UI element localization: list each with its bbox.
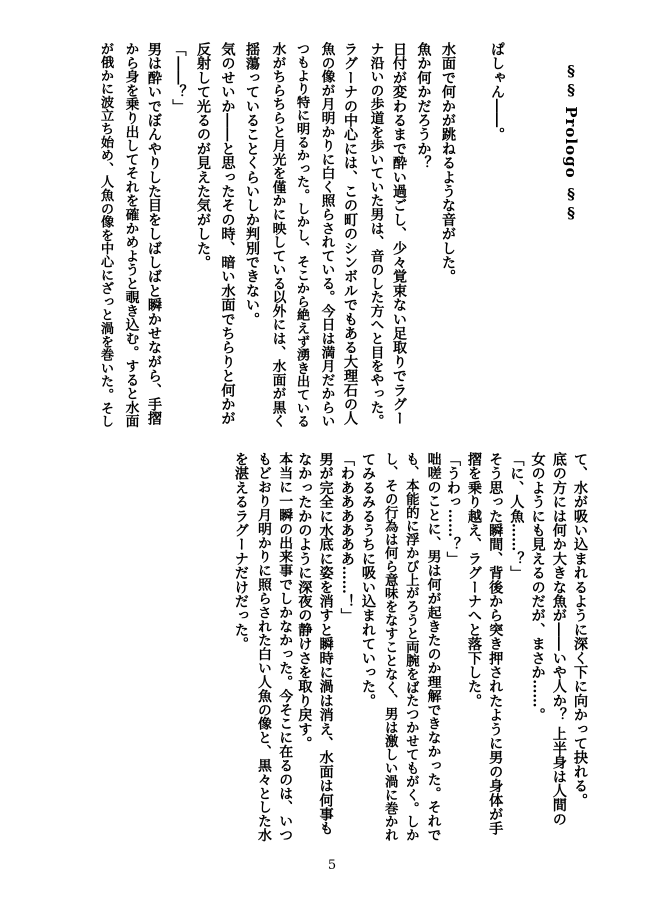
text-column: 男が完全に水底に姿を消すと瞬時に渦は消え、水面は何事も [317, 452, 334, 836]
text-column: 「うわっ……？」 [444, 452, 461, 566]
text-column: つもより特に明るかった。しかし、そこから絶えず湧き出ている [294, 42, 309, 428]
text-column: 「に、人魚……？」 [508, 452, 525, 580]
text-column: 反射して光るのが見えた気がした。 [195, 42, 211, 270]
text-column: から身を乗り出してそれを確かめようと覗き込む。すると水面 [122, 42, 139, 428]
text-column: なかったかのように深夜の静けさを取り戻す。 [296, 452, 313, 751]
text-column: も、本能的に浮かび上がろうと両腕をばたつかせてもがく。しか [403, 452, 420, 842]
text-column: もどおり月明かりに照らされた白い人魚の像と、黒々とした水 [255, 452, 271, 842]
text-column: 揺蕩っていることくらいしか判別できない。 [244, 42, 260, 326]
text-column: 「――？」 [170, 42, 187, 113]
text-column: 本当に一瞬の出来事でしかなかった。今そこに在るのは、いつ [276, 452, 293, 842]
text-column: 水面で何かが跳ねるような音がした。 [440, 42, 456, 284]
text-column: 気のせいか――と思ったその時、暗い水面でちらりと何かが [219, 42, 236, 426]
page-number: 5 [327, 858, 337, 873]
text-column: し、その行為は何ら意味をなすことなく、男は激しい渦に巻かれ [382, 452, 399, 842]
text-column: 魚の像が月明かりに白く照らされている。今日は満月だからい [318, 42, 335, 428]
text-column: 水がちらちらと月光を僅かに映している以外には、水面が黒く [269, 42, 286, 428]
text-column: ラグーナの中心には、この町のシンボルでもある大理石の人 [342, 42, 358, 426]
text-column: て、水が吸い込まれるように深く下に向かって抉れる。 [572, 452, 588, 807]
chapter-title: §§ Prologo §§ [562, 62, 580, 223]
text-column: ぱしゃん――。 [489, 42, 505, 142]
text-column: を湛えるラグーナだけだった。 [232, 452, 249, 651]
text-column: ナ沿いの歩道を歩いていた男は、音のした方へと目をやった。 [367, 42, 384, 428]
text-column: 底の方には何か大きな魚が――いや人か？ 上半身は人間の [550, 452, 567, 827]
text-column: 摺を乗り越え、ラグーナへと落下した。 [466, 452, 482, 708]
text-column: 咄嗟のことに、男は何が起きたのか理解できなかった。それで [424, 452, 441, 842]
text-column: 男は酔いでぼんやりした目をしばしばと瞬かせながら、手摺 [146, 42, 162, 426]
text-column: が俄かに波立ち始め、人魚の像を中心にざっと渦を巻いた。そし [98, 42, 113, 428]
text-column: 魚か何かだろうか？ [415, 42, 432, 170]
text-column: そう思った瞬間、背後から突き押されたように男の身体が手 [487, 452, 504, 836]
text-column: てみるみるうちに吸い込まれていった。 [360, 452, 376, 708]
text-column: 女のようにも見えるのだが、まさか……。 [529, 452, 546, 722]
text-column: 日付が変わるまで酔い過ごし、少々覚束ない足取りでラグー [391, 42, 407, 426]
text-column: 「わああああああ……！」 [338, 452, 355, 623]
